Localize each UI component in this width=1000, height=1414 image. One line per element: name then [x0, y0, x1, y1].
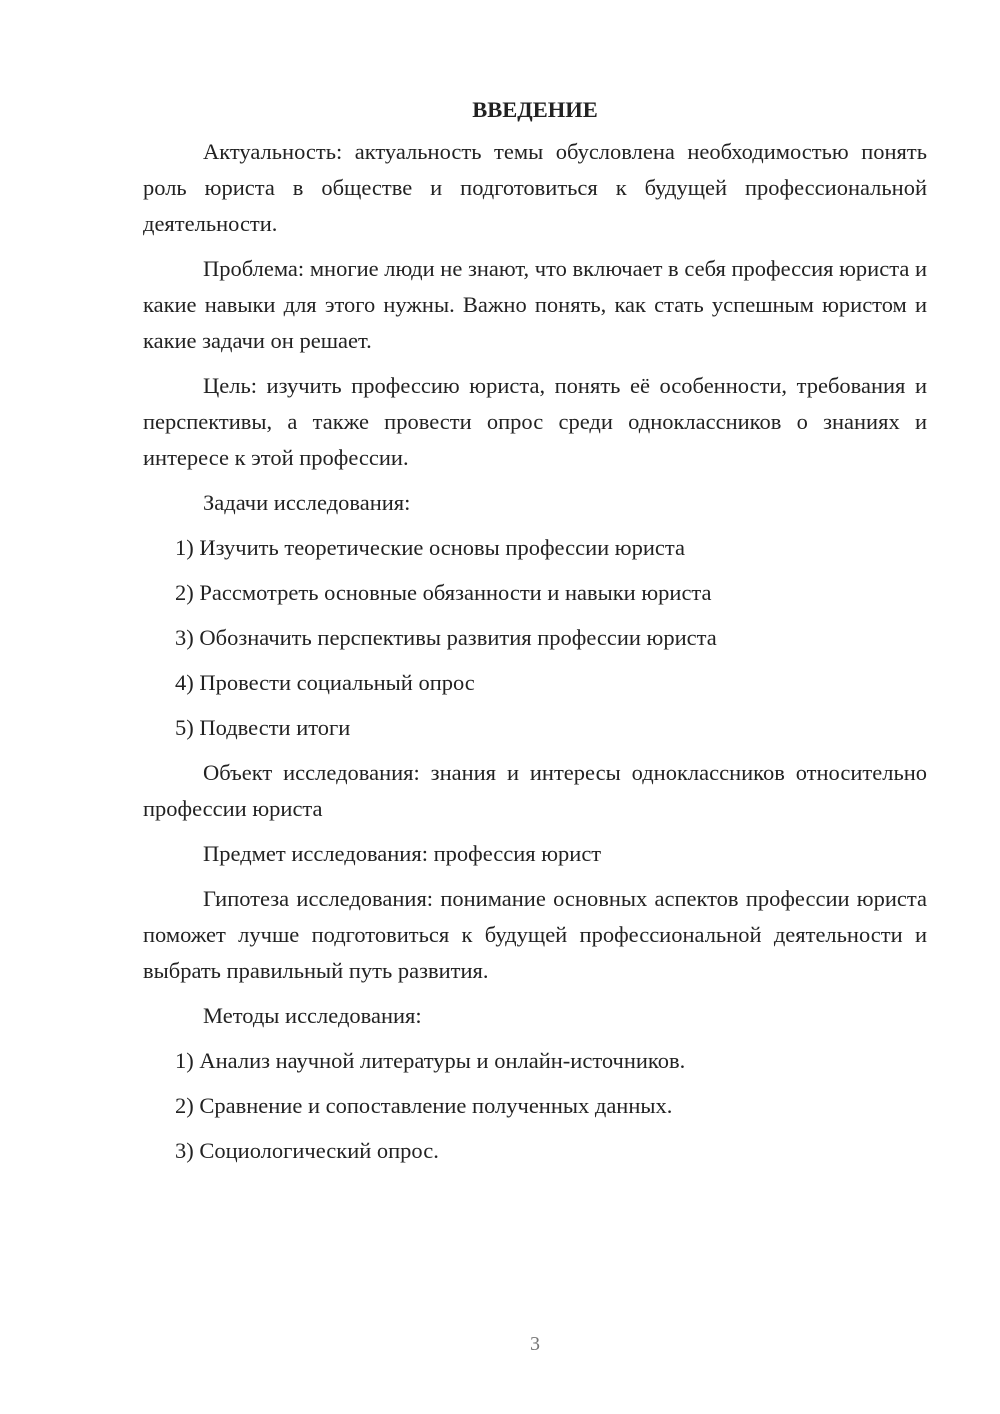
object-paragraph: Объект исследования: знания и интересы одноклассников относительно профессии юриста: [143, 760, 927, 821]
methods-heading: Методы исследования:: [203, 1003, 422, 1028]
task-item: 1) Изучить теоретические основы профессии юриста: [175, 535, 685, 560]
task-item: 3) Обозначить перспективы развития профессии юриста: [175, 625, 717, 650]
task-item: 5) Подвести итоги: [175, 715, 351, 740]
task-item: 2) Рассмотреть основные обязанности и навыки юриста: [175, 580, 712, 605]
section-title: ВВЕДЕНИЕ: [472, 97, 598, 122]
subject-paragraph: Предмет исследования: профессия юрист: [203, 841, 602, 866]
relevance-paragraph: Актуальность: актуальность темы обусловлена необходимостью понять роль юриста в обществе и подготовиться к будущей профессиональной деятельности.: [143, 139, 927, 236]
page-number: 3: [530, 1333, 540, 1355]
task-item: 4) Провести социальный опрос: [175, 670, 475, 695]
tasks-heading: Задачи исследования:: [203, 490, 411, 515]
page-content: [143, 92, 927, 1178]
method-item: 1) Анализ научной литературы и онлайн-источников.: [175, 1048, 686, 1073]
hypothesis-paragraph: Гипотеза исследования: понимание основных аспектов профессии юриста поможет лучше подготовиться к будущей профессиональной деятельности и выбрать правильный путь развития.: [143, 886, 927, 983]
method-item: 3) Социологический опрос.: [175, 1138, 439, 1163]
problem-paragraph: Проблема: многие люди не знают, что включает в себя профессия юриста и какие навыки для этого нужны. Важно понять, как стать успешным юристом и какие задачи он решает.: [143, 256, 927, 353]
goal-paragraph: Цель: изучить профессию юриста, понять её особенности, требования и перспективы, а также провести опрос среди одноклассников о знаниях и интересе к этой профессии.: [143, 373, 927, 470]
method-item: 2) Сравнение и сопоставление полученных данных.: [175, 1093, 673, 1118]
